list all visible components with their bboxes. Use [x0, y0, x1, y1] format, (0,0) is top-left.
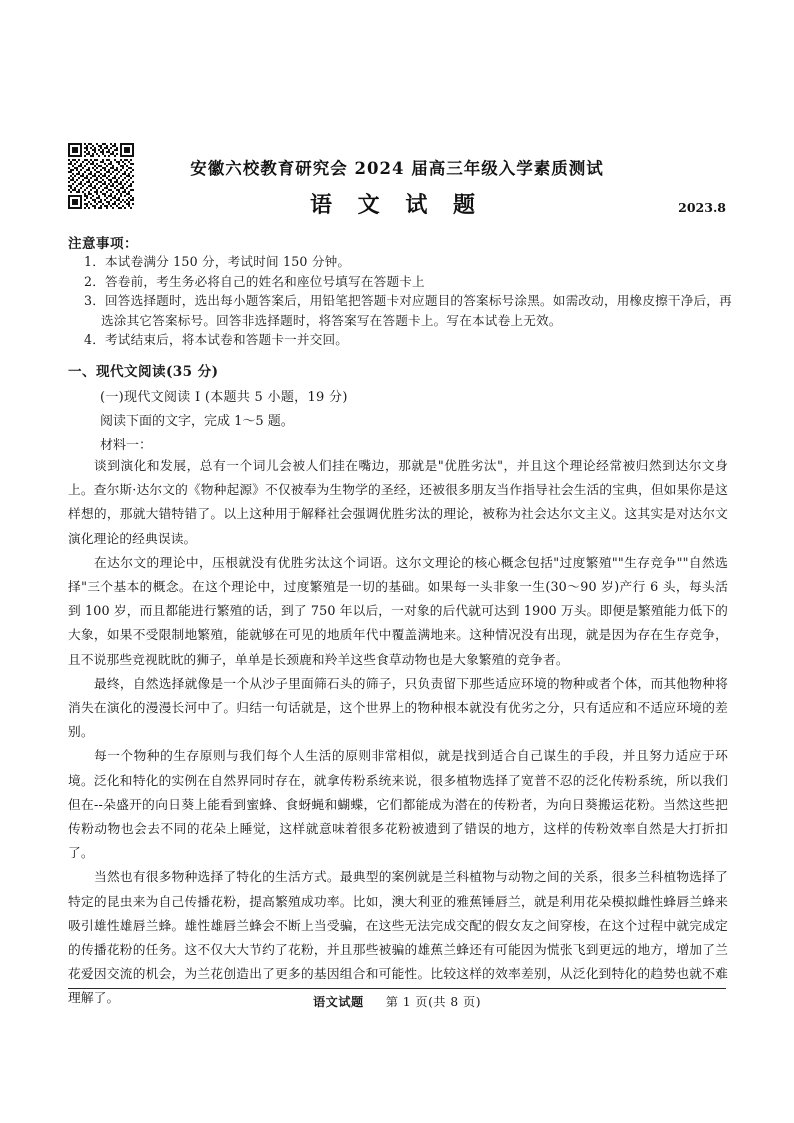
footer-page-number: 第 1 页(共 8 页) [385, 995, 481, 1009]
paragraph: 在达尔文的理论中，压根就没有优胜劣汰这个词语。这尔文理论的核心概念包括"过度繁殖""生存竞争""自然选择"三个基本的概念。在这个理论中，过度繁殖是一切的基础。如果每一头非象一生(30～90 岁)产行 6 头，每头活到 100 岁，而且都能进行繁殖的话，到了 750 年以后，一对象的后代就可达到 1900 万头。即便是繁殖能力低下的大象，如果不受限制地繁殖，能就够在可见的地质年代中覆盖满地来。这种情况没有出现，就是因为存在生存竞争，且不说那些竞视眈眈的狮子，单单是长颈鹿和羚羊这些食草动物也是大象繁殖的竞争者。 [68, 554, 728, 667]
passage-body [68, 454, 728, 1011]
notice-item: 3．回答选择题时，选出每小题答案后，用铅笔把答题卡对应题目的答案标号涂黑。如需改动，用橡皮擦干净后，再选涂其它答案标号。回答非选择题时，将答案写在答题卡上。写在本试卷上无效。 [84, 293, 732, 328]
page-footer [0, 993, 794, 1010]
notice-item: 2．答卷前，考生务必将自己的姓名和座位号填写在答题卡上 [84, 273, 425, 289]
paragraph: 当然也有很多物种选择了特化的生活方式。最典型的案例就是兰科植物与动物之间的关系，很多兰科植物选择了特定的昆虫来为自己传播花粉，提高繁殖成功率。比如，澳大利亚的雅蕉锤唇兰，就是利用花朵模拟雌性蜂唇兰蜂来吸引雄性雄唇兰蜂。雄性雄唇兰蜂会不断上当受骗，在这些无法完成交配的假女友之间穿梭，在这个过程中就完成定的传播花粉的任务。这不仅大大节约了花粉，并且那些被骗的雄蕉兰蜂还有可能因为慌张飞到更远的地方，增加了兰花爱因交流的机会，为兰花创造出了更多的基因组合和可能性。比较这样的效率差别，从泛化到特化的趋势也就不难理解了。 [68, 869, 728, 1006]
notice-item: 4．考试结束后，将本试卷和答题卡一并交回。 [84, 332, 349, 347]
footer-divider [68, 988, 726, 989]
material-label: 材料一： [100, 438, 153, 453]
notice-list [84, 252, 732, 350]
section-heading-sub-one: (一)现代文阅读 I (本题共 5 小题，19 分) [100, 390, 348, 405]
subject-title: 语 文 试 题 [310, 192, 484, 218]
paragraph: 谈到演化和发展，总有一个词儿会被人们挂在嘴边，那就是"优胜劣汰"，并且这个理论经常被归然到达尔文身上。查尔斯·达尔文的《物种起源》不仅被奉为生物学的圣经，还被很多朋友当作指导社会生活的宝典，但如果你是这样想的，那就大错特错了。以上这种用于解释社会强调优胜劣汰的理论，被称为社会达尔文主义。这其实是对达尔文演化理论的经典误读。 [68, 458, 728, 546]
paragraph: 每一个物种的生存原则与我们每个人生活的原则非常相似，就是找到适合自己谋生的手段，并且努力适应于环境。泛化和特化的实例在自然界同时存在，就拿传粉系统来说，很多植物选择了宽普不忍的泛化传粉系统，所以我们但在--朵盛开的向日葵上能看到蜜蜂、食蚜蝇和蝴蝶，它们都能成为潜在的传粉者，为向日葵搬运花粉。当然这些把传粉动物也会去不同的花朵上睡觉，这样就意味着很多花粉被遗到了错误的地方，这样的传粉效率自然是大打折扣了。 [68, 748, 728, 861]
reading-instruction: 阅读下面的文字，完成 1～5 题。 [100, 414, 294, 429]
notice-item: 1．本试卷满分 150 分，考试时间 150 分钟。 [84, 254, 351, 269]
section-heading-part-one: 一、现代文阅读(35 分) [68, 364, 219, 380]
paragraph: 最终，自然选择就像是一个从沙子里面筛石头的筛子，只负责留下那些适应环境的物种或者个体，而其他物种将消失在演化的漫漫长河中了。归结一句话就是，这个世界上的物种根本就没有优劣之分，只有适应和不适应环境的差别。 [68, 675, 728, 740]
page-title: 安徽六校教育研究会 2024 届高三年级入学素质测试 [190, 159, 604, 178]
footer-subject: 语文试题 [312, 995, 364, 1009]
notice-heading: 注意事项： [68, 236, 138, 252]
exam-date: 2023.8 [678, 200, 726, 215]
